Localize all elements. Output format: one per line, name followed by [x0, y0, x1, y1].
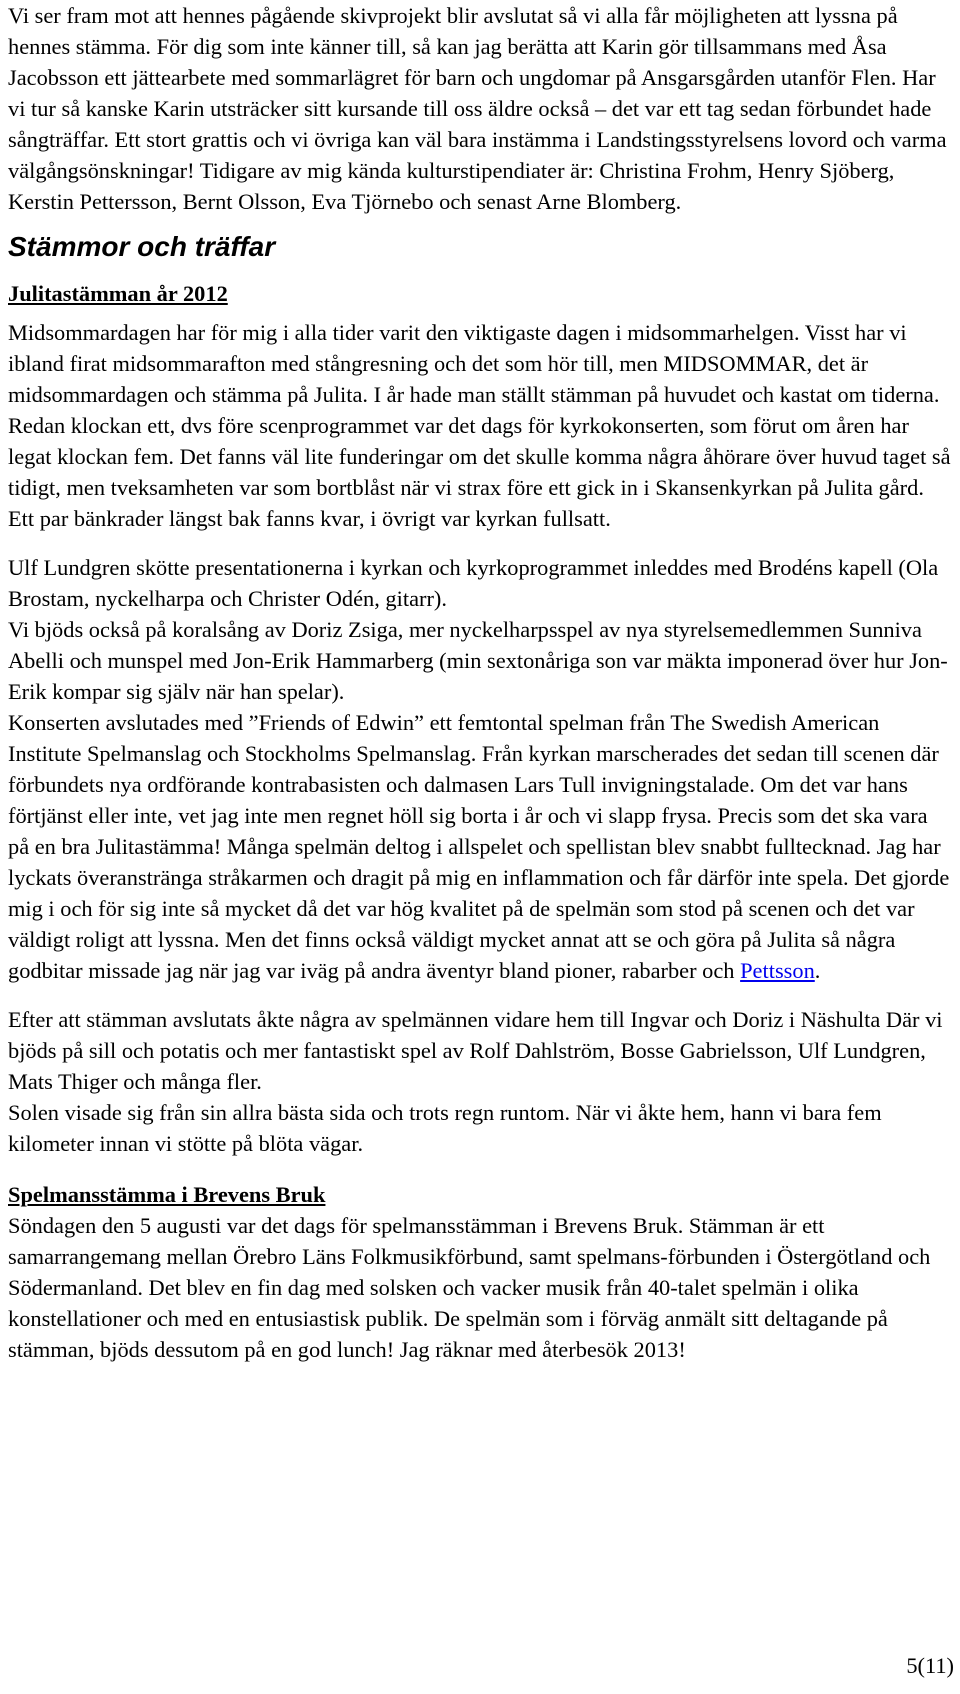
julita-paragraph-2: Ulf Lundgren skötte presentationerna i kyrkan och kyrkoprogrammet inleddes med Brodéns kapell (Ola Brostam, nyckelharpa och Christer Odén, gitarr).	[8, 555, 939, 611]
julita-paragraph-3: Vi bjöds också på koralsång av Doriz Zsiga, mer nyckelharpsspel av nya styrelsemedlemmen Sunniva Abelli och munspel med Jon-Erik Hammarberg (min sextonåriga son var mäkta imponerad över hur Jon-Erik kompar sig själv när han spelar).	[8, 617, 948, 704]
section-title: Stämmor och träffar	[8, 231, 276, 262]
intro-paragraph: Vi ser fram mot att hennes pågående skivprojekt blir avslutat så vi alla får möjligheten att lyssna på hennes stämma. För dig som inte känner till, så kan jag berätta att Karin gör tillsammans med Åsa Jacobsson ett jättearbete med sommarlägret för barn och ungdomar på Ansgarsgården utanför Flen. Har vi tur så kanske Karin utsträcker sitt kursande till oss äldre också – det var ett tag sedan förbundet hade sångträffar. Ett stort grattis och vi övriga kan väl bara instämma i Landstingsstyrelsens lovord och varma välgångsönskningar! Tidigare av mig kända kulturstipendiater är: Christina Frohm, Henry Sjöberg, Kerstin Pettersson, Bernt Olsson, Eva Tjörnebo och senast Arne Blomberg.	[8, 3, 947, 214]
julita-paragraph-4	[8, 707, 952, 986]
julita-paragraph-6: Solen visade sig från sin allra bästa sida och trots regn runtom. När vi åkte hem, hann vi bara fem kilometer innan vi stötte på blöta vägar.	[8, 1100, 882, 1156]
brevens-paragraph-1: Söndagen den 5 augusti var det dags för spelmansstämman i Brevens Bruk. Stämman är ett samarrangemang mellan Örebro Läns Folkmusikförbund, samt spelmans-förbunden i Östergötland och Södermanland. Det blev en fin dag med solsken och vacker musik från 40-talet spelmän i olika konstellationer och med en entusiastisk publik. De spelmän som i förväg anmält sitt deltagande på stämman, bjöds dessutom på en god lunch! Jag räknar med återbesök 2013!	[8, 1213, 931, 1362]
julita-paragraph-4-text: Konserten avslutades med ”Friends of Edwin” ett femtontal spelman från The Swedish American Institute Spelmanslag och Stockholms Spelmanslag. Från kyrkan marscherades det sedan till scenen där förbundets nya ordförande kontrabasisten och dalmasen Lars Tull invigningstalade. Om det var hans förtjänst eller inte, vet jag inte men regnet höll sig borta i år och vi slapp frysa. Precis som det ska vara på en bra Julitastämma! Många spelmän deltog i allspelet och spellistan blev snabbt fulltecknad. Jag har lyckats överanstränga stråkarmen och dragit på mig en inflammation och får därför inte spela. Det gjorde mig i och för sig inte så mycket då det var hög kvalitet på de spelmän som stod på scenen och det var väldigt roligt att lyssna. Men det finns också väldigt mycket annat att se och göra på Julita så några godbitar missade jag när jag var iväg på andra äventyr bland pioner, rabarber och	[8, 710, 950, 983]
julita-heading: Julitastämman år 2012	[8, 281, 228, 306]
brevens-heading: Spelmansstämma i Brevens Bruk	[8, 1182, 326, 1207]
julita-paragraph-1: Midsommardagen har för mig i alla tider varit den viktigaste dagen i midsommarhelgen. Visst har vi ibland firat midsommarafton med stångresning och det som hör till, men MIDSOMMAR, det är midsommardagen och stämma på Julita. I år hade man ställt stämman på huvudet och kastat om tiderna. Redan klockan ett, dvs före scenprogrammet var det dags för kyrkokonserten, som förut om åren har legat klockan fem. Det fanns väl lite funderingar om det skulle komma några åhörare över huvud taget så tidigt, men tveksamheten var som bortblåst när vi strax före ett gick in i Skansenkyrkan på Julita gård. Ett par bänkrader längst bak fanns kvar, i övrigt var kyrkan fullsatt.	[8, 320, 951, 531]
document-page	[8, 0, 952, 1365]
pettsson-link[interactable]: Pettsson	[740, 958, 815, 983]
page-number: 5(11)	[906, 1653, 954, 1678]
julita-paragraph-4-end: .	[814, 958, 821, 983]
julita-paragraph-5: Efter att stämman avslutats åkte några av spelmännen vidare hem till Ingvar och Doriz i Näshulta Där vi bjöds på sill och potatis och mer fantastiskt spel av Rolf Dahlström, Bosse Gabrielsson, Ulf Lundgren, Mats Thiger och många fler.	[8, 1007, 943, 1094]
